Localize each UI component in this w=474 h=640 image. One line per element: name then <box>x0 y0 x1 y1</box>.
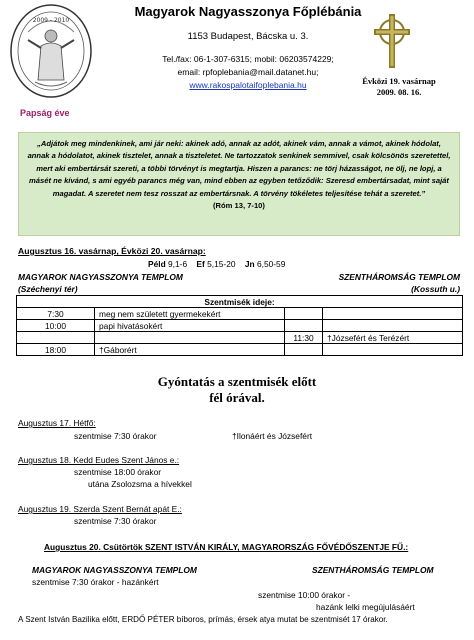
mass-intention <box>323 308 463 320</box>
logo-years: 2009 - 2010 <box>32 17 70 24</box>
table-row <box>17 308 463 320</box>
contact-block <box>120 53 376 92</box>
reading-book: Jn <box>244 259 255 269</box>
mass-intention: meg nem született gyermekekért <box>95 308 285 320</box>
table-row <box>17 320 463 332</box>
feast-right-mass: szentmise 10:00 órakor - <box>258 590 351 600</box>
weekday-mass: szentmise 18:00 órakor <box>74 467 162 477</box>
weekday-heading: Augusztus 17. Hétfő: <box>18 418 96 428</box>
mass-intention: †Józsefért és Terézért <box>323 332 463 344</box>
mass-time <box>17 332 95 344</box>
mass-time <box>285 344 323 356</box>
sunday-info <box>349 76 449 98</box>
feast-left-mass: szentmise 7:30 órakor - hazánkért <box>32 577 159 587</box>
reading-ref: 9,1-6 <box>168 259 188 269</box>
mass-time: 10:00 <box>17 320 95 332</box>
email-line: email: rpfoplebania@mail.datanet.hu; <box>177 67 319 77</box>
mass-intention: papi hivatásokért <box>95 320 285 332</box>
sunday-date: 2009. 08. 16. <box>376 87 422 97</box>
weekday-heading: Augusztus 19. Szerda Szent Bernát apát E.: <box>18 504 182 514</box>
papsag-eve-logo <box>8 2 94 100</box>
feast-left-church: MAGYAROK NAGYASSZONYA TEMPLOM <box>32 565 197 575</box>
weekday-mass: szentmise 7:30 órakor <box>74 516 157 526</box>
mass-intention: †Gáborért <box>95 344 285 356</box>
feast-right-church: SZENTHÁROMSÁG TEMPLOM <box>312 565 434 575</box>
weekday-intention: †Ilonáért és Józsefért <box>232 431 313 441</box>
church-left-location: (Széchenyi tér) <box>18 284 78 294</box>
weekday-mass: szentmise 7:30 órakor <box>74 431 157 441</box>
confession-line-1: Gyóntatás a szentmisék előtt <box>157 374 317 389</box>
mass-time: 7:30 <box>17 308 95 320</box>
sunday-schedule-heading: Augusztus 16. vasárnap, Évközi 20. vasárnap: <box>18 246 206 256</box>
papsag-eve-label: Papság éve <box>20 108 70 118</box>
table-header: Szentmisék ideje: <box>17 296 463 308</box>
reading-ref: 6,50-59 <box>256 259 286 269</box>
confession-line-2: fél órával. <box>209 390 265 405</box>
reading-ref: 5,15-20 <box>207 259 236 269</box>
mass-time: 18:00 <box>17 344 95 356</box>
feast-heading: Augusztus 20. Csütörtök SZENT ISTVÁN KIRÁLY, MAGYARORSZÁG FŐVÉDŐSZENTJE FŰ.: <box>44 542 409 552</box>
mass-intention <box>95 332 285 344</box>
weekday-heading: Augusztus 18. Kedd Eudes Szent János e.: <box>18 455 180 465</box>
feast-right-mass-2: hazánk lelki megújulásáért <box>316 602 415 612</box>
church-right-name: SZENTHÁROMSÁG TEMPLOM <box>338 272 460 282</box>
parish-title: Magyarok Nagyasszonya Főplébánia <box>134 4 362 19</box>
church-left-name: MAGYAROK NAGYASSZONYA TEMPLOM <box>18 272 183 282</box>
mass-time <box>285 320 323 332</box>
reading-book: Péld <box>148 259 166 269</box>
mass-times-table <box>16 295 463 356</box>
scripture-quote-text: „Adjátok meg mindenkinek, ami jár neki: akinek adó, annak az adót, akinek vám, annak a vámot, akinek hódolat, annak a hódolatot, akinek tisztelet, annak a tiszteletet. Ne tartozzatok senkinek semmivel, csak kölcsönös szeretettel, mert aki embertársát szereti, a többi törvényt is megtartja. Hiszen a parancs: ne törj házasságot, ne ölj, ne lopj, a másét ne kívánd, s ami egyéb parancs még van, mind ebben az egyben tetőződik: Szeresd embertársadat, mint saját magadat. A szeretet nem tesz rosszat az embertársnak. A törvény tökéletes teljesítése tehát a szeretet.” <box>27 139 451 198</box>
table-row <box>17 344 463 356</box>
sunday-name: Évközi 19. vasárnap <box>362 76 436 86</box>
feast-note: A Szent István Bazilika előtt, ERDŐ PÉTER bíboros, prímás, érsek atya mutat be szentmisét 17 órakor. <box>18 615 388 624</box>
church-right-location: (Kossuth u.) <box>411 284 460 294</box>
mass-intention <box>323 320 463 332</box>
celtic-cross-icon <box>370 12 414 70</box>
confession-notice <box>0 374 474 406</box>
website-link[interactable]: www.rakospalotaifoplebania.hu <box>189 80 307 90</box>
mass-intention <box>323 344 463 356</box>
reading-book: Ef <box>196 259 205 269</box>
scripture-quote-box <box>18 132 460 236</box>
mass-time: 11:30 <box>285 332 323 344</box>
phone-line: Tel./fax: 06-1-307-6315; mobil: 06203574229; <box>162 54 334 64</box>
table-header-row <box>17 296 463 308</box>
mass-time <box>285 308 323 320</box>
weekday-extra: utána Zsolozsma a hívekkel <box>88 479 192 489</box>
parish-address: 1153 Budapest, Bácska u. 3. <box>187 31 309 42</box>
readings-line <box>148 259 285 269</box>
table-row <box>17 332 463 344</box>
scripture-reference: (Róm 13, 7-10) <box>213 201 265 211</box>
